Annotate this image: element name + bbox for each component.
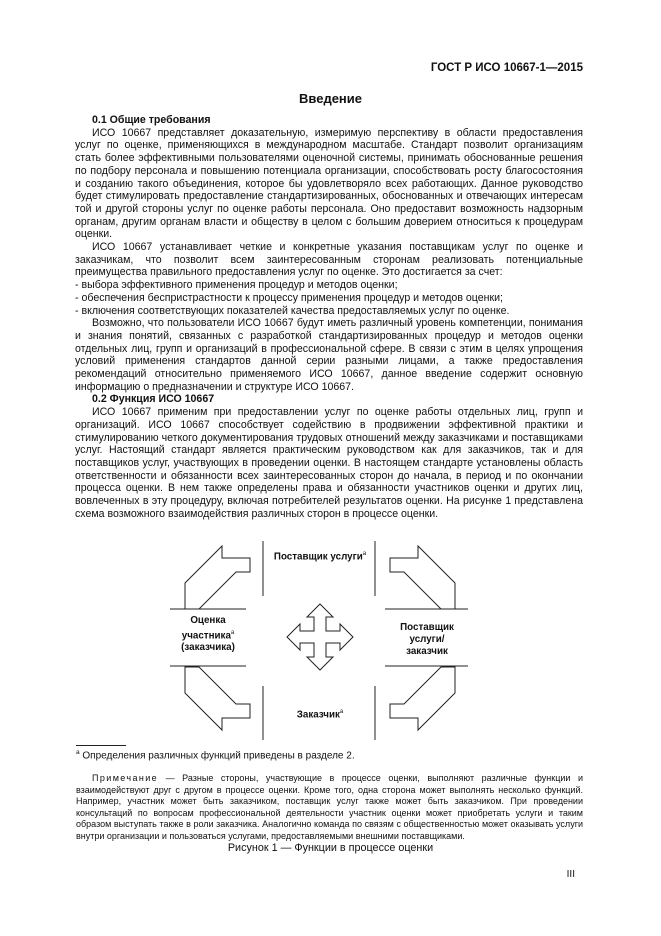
- label-service-provider: Поставщик услуги$^а$: [273, 551, 367, 563]
- arrow-bottom-left-icon: [185, 667, 250, 730]
- list-item: - выбора эффективного применения процедур и методов оценки;: [75, 279, 583, 292]
- arrow-bottom-right-icon: [390, 667, 455, 730]
- list-item: - включения соответствующих показателей качества предоставляемых услуг по оценке.: [75, 305, 583, 318]
- label-participant: Оценка участника$^а$ (заказчика): [181, 615, 235, 654]
- paragraph: ИСО 10667 устанавливает четкие и конкретные указания поставщикам услуг по оценке и заказчикам, что позволит всем заинтересованным сторонам реализовать потенциальные преимущества правильного предоставления услуг по оценке. Это достигается за счет:: [75, 241, 583, 279]
- figure-1-diagram: [170, 536, 470, 743]
- section-heading-0-1: 0.1 Общие требования: [92, 114, 211, 126]
- footnote-divider: [76, 745, 126, 746]
- four-way-arrow-icon: [287, 604, 353, 670]
- page-number: III: [566, 869, 575, 880]
- arrow-top-right-icon: [390, 546, 455, 609]
- arrow-top-left-icon: [185, 546, 250, 609]
- body-text: [75, 114, 583, 521]
- standard-header: ГОСТ Р ИСО 10667-1—2015: [430, 62, 583, 74]
- paragraph: Возможно, что пользователи ИСО 10667 будут иметь различный уровень компетенции, понимания и знания понятий, связанных с разработкой стандартизированных процедур и методов оценки отдельных лиц, групп и организаций в профессиональной сфере. В связи с этим в целях упрощения условий применения стандартов данной серии разными лицами, а также предоставления рекомендаций относительно применяемого ИСО 10667, данное введение содержит основную информацию о предназначении и структуре ИСО 10667.: [75, 317, 583, 393]
- page-title: Введение: [299, 91, 362, 106]
- paragraph: ИСО 10667 представляет доказательную, измеримую перспективу в области предоставления услуг по оценке, применяющихся в международном масштабе. Стандарт позволит организациям стать более эффективными пользователями оценочной системы, принимать обоснованные решения по подбору персонала и повышению потенциала организации, способствовать росту благосостояния и созданию такого объединения, которое бы удовлетворяло всех работающих. Данное руководство будет стимулировать предоставление стандартизированных, обоснованных и отвечающих интересам той и другой стороны услуг по оценке работы персонала. Оно предоставит возможность надзорным органам, другим органам власти и обществу в целом с большим доверием относиться к процедурам оценки.: [75, 126, 583, 241]
- figure-note: Примечание — Разные стороны, участвующие в процессе оценки, выполняют различные функции и взаимодействуют друг с другом в процессе оценки. Кроме того, одна сторона может выполнять несколько функций. Например, участник может быть заказчиком, поставщик услуг также может быть заказчиком. При проведении консультаций по вопросам профессиональной деятельности участник оценки может приобретать услуги и таким образом выступать также в роли заказчика. Аналогично команда по связям с общественностью может оказывать услуги внутри организации и пользоваться услугами, предоставляемыми внешними поставщиками.: [76, 773, 583, 841]
- label-client: Заказчик$^а$: [296, 709, 344, 721]
- figure-caption: Рисунок 1 — Функции в процессе оценки: [227, 842, 434, 854]
- section-heading-0-2: 0.2 Функция ИСО 10667: [92, 393, 215, 406]
- note-lead: Примечание: [92, 773, 159, 783]
- label-provider-client: Поставщик услуги/ заказчик: [400, 622, 454, 657]
- list-item: - обеспечения беспристрастности к процессу применения процедур и методов оценки;: [75, 292, 583, 305]
- footnote: $^а$ Определения различных функций приведены в разделе 2.: [76, 749, 355, 762]
- paragraph: ИСО 10667 применим при предоставлении услуг по оценке работы отдельных лиц, групп и организаций. ИСО 10667 способствует содействию в продвижении эффективной практики и стимулированию четкого документирования трудовых отношений между заказчиками и поставщиками услуг. Настоящий стандарт является практическим руководством как для заказчиков, так и для поставщиков услуг, участвующих в проведении оценки. В настоящем стандарте установлены область ответственности и обязанности всех заинтересованных сторон до начала, в период и по окончании процесса оценки. В нем также определены права и обязанности участников оценки и других лиц, вовлеченных в эту процедуру, включая потребителей результатов оценки. На рисунке 1 представлена схема возможного взаимодействия различных сторон в процессе оценки.: [75, 406, 583, 520]
